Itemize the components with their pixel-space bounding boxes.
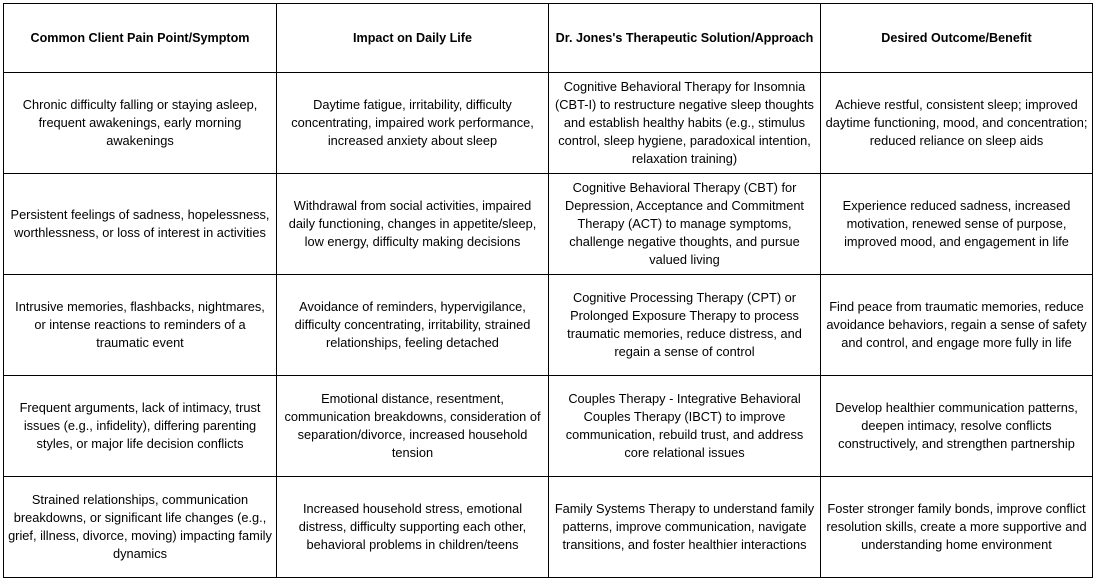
cell-pain-point: Intrusive memories, flashbacks, nightmares, or intense reactions to reminders of a traumatic event [4,275,277,376]
cell-outcome: Find peace from traumatic memories, reduce avoidance behaviors, regain a sense of safety and control, and engage more fully in life [821,275,1093,376]
table-row [4,73,1093,174]
therapy-table [3,3,1093,578]
cell-impact: Emotional distance, resentment, communication breakdowns, consideration of separation/divorce, increased household tension [277,376,549,477]
cell-solution: Cognitive Behavioral Therapy (CBT) for Depression, Acceptance and Commitment Therapy (ACT) to manage symptoms, challenge negative thoughts, and pursue valued living [549,174,821,275]
cell-pain-point: Strained relationships, communication breakdowns, or significant life changes (e.g., grief, illness, divorce, moving) impacting family dynamics [4,477,277,578]
table-row [4,174,1093,275]
cell-impact: Increased household stress, emotional distress, difficulty supporting each other, behavioral problems in children/teens [277,477,549,578]
table-header [4,4,1093,73]
cell-impact: Avoidance of reminders, hypervigilance, difficulty concentrating, irritability, strained relationships, feeling detached [277,275,549,376]
therapy-table-container [3,3,1092,578]
cell-pain-point: Persistent feelings of sadness, hopelessness, worthlessness, or loss of interest in activities [4,174,277,275]
cell-outcome: Foster stronger family bonds, improve conflict resolution skills, create a more supportive and understanding home environment [821,477,1093,578]
cell-impact: Withdrawal from social activities, impaired daily functioning, changes in appetite/sleep, low energy, difficulty making decisions [277,174,549,275]
cell-solution: Couples Therapy - Integrative Behavioral Couples Therapy (IBCT) to improve communication, rebuild trust, and address core relational issues [549,376,821,477]
header-solution: Dr. Jones's Therapeutic Solution/Approach [549,4,821,73]
cell-outcome: Experience reduced sadness, increased motivation, renewed sense of purpose, improved mood, and engagement in life [821,174,1093,275]
header-impact: Impact on Daily Life [277,4,549,73]
cell-impact: Daytime fatigue, irritability, difficulty concentrating, impaired work performance, increased anxiety about sleep [277,73,549,174]
cell-solution: Cognitive Behavioral Therapy for Insomnia (CBT-I) to restructure negative sleep thoughts and establish healthy habits (e.g., stimulus control, sleep hygiene, paradoxical intention, relaxation training) [549,73,821,174]
cell-outcome: Achieve restful, consistent sleep; improved daytime functioning, mood, and concentration; reduced reliance on sleep aids [821,73,1093,174]
cell-pain-point: Chronic difficulty falling or staying asleep, frequent awakenings, early morning awakenings [4,73,277,174]
cell-solution: Family Systems Therapy to understand family patterns, improve communication, navigate transitions, and foster healthier interactions [549,477,821,578]
cell-pain-point: Frequent arguments, lack of intimacy, trust issues (e.g., infidelity), differing parenting styles, or major life decision conflicts [4,376,277,477]
header-outcome: Desired Outcome/Benefit [821,4,1093,73]
cell-solution: Cognitive Processing Therapy (CPT) or Prolonged Exposure Therapy to process traumatic memories, reduce distress, and regain a sense of control [549,275,821,376]
table-body [4,73,1093,578]
table-row [4,477,1093,578]
table-row [4,275,1093,376]
table-row [4,376,1093,477]
header-pain-point: Common Client Pain Point/Symptom [4,4,277,73]
cell-outcome: Develop healthier communication patterns, deepen intimacy, resolve conflicts constructively, and strengthen partnership [821,376,1093,477]
header-row [4,4,1093,73]
